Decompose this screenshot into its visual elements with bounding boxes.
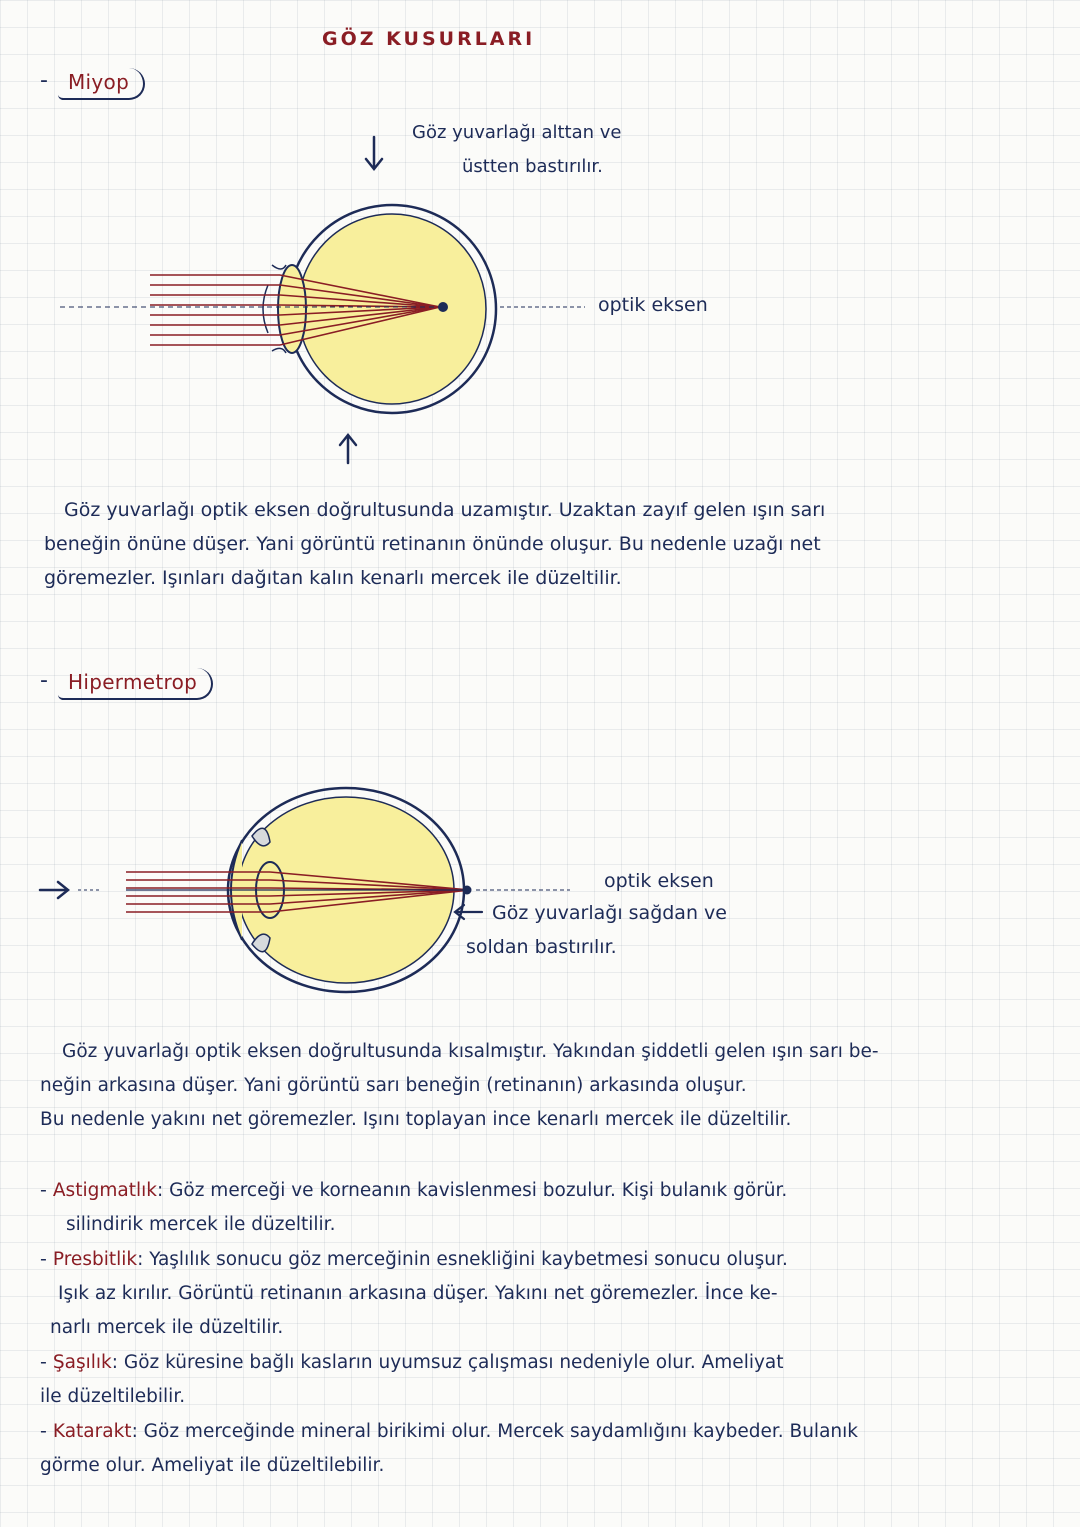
list-item: - Şaşılık: Göz küresine bağlı kasların uyumsuz çalışması nedeniyle olur. Ameliyat ile düzeltilebilir. (40, 1345, 1075, 1414)
miyop-line-3: göremezler. Işınları dağıtan kalın kenarlı mercek ile düzeltilir. (44, 567, 622, 589)
miyop-line-1: Göz yuvarlağı optik eksen doğrultusunda uzamıştır. Uzaktan zayıf gelen ışın sarı (64, 499, 826, 521)
list-text: narlı mercek ile düzeltilir. (50, 1317, 284, 1338)
term-sasilik: Şaşılık (52, 1352, 112, 1373)
miyop-description (44, 493, 1074, 595)
list-text: ile düzeltilebilir. (40, 1386, 186, 1407)
miyop-line-2: beneğin önüne düşer. Yani görüntü retinanın önünde oluşur. Bu nedenle uzağı net (44, 533, 821, 555)
right-arrow-icon (40, 882, 68, 898)
list-text: silindirik mercek ile düzeltilir. (66, 1214, 336, 1235)
hipermetrop-line-2: neğin arkasına düşer. Yani görüntü sarı beneğin (retinanın) arkasında oluşur. (40, 1075, 747, 1096)
miyop-annotation-1: Göz yuvarlağı alttan ve (412, 122, 622, 143)
page-title: GÖZ KUSURLARI (322, 28, 536, 50)
list-item: - Presbitlik: Yaşlılık sonucu göz merceğinin esnekliğini kaybetmesi sonucu oluşur. Işık az kırılır. Görüntü retinanın arkasına düşer. Yakını net göremezler. İnce ke- narlı mercek ile düzeltilir. (40, 1242, 1075, 1345)
list-text: : Göz küresine bağlı kasların uyumsuz çalışması nedeniyle olur. Ameliyat (111, 1352, 784, 1373)
section-tag-miyop: Miyop (58, 68, 145, 100)
hipermetrop-axis-label: optik eksen (604, 870, 714, 892)
miyop-axis-label: optik eksen (598, 294, 708, 316)
list-text: Işık az kırılır. Görüntü retinanın arkasına düşer. Yakını net göremezler. İnce ke- (58, 1283, 778, 1304)
term-astigmatlik: Astigmatlık (52, 1180, 157, 1201)
hyperopia-eye-diagram (30, 780, 590, 1010)
myopia-eyeball (263, 205, 496, 413)
left-arrow-icon (452, 902, 486, 922)
term-presbitlik: Presbitlik (52, 1249, 138, 1270)
hipermetrop-annotation-1: Göz yuvarlağı sağdan ve (492, 902, 727, 924)
up-arrow-icon (340, 435, 356, 463)
list-text: : Yaşlılık sonucu göz merceğinin esnekliğini kaybetmesi sonucu oluşur. (137, 1249, 788, 1270)
hyperopia-focus-point (463, 886, 472, 895)
term-katarakt: Katarakt (52, 1421, 132, 1442)
bullet-dash: - (40, 668, 48, 693)
list-text: görme olur. Ameliyat ile düzeltilebilir. (40, 1455, 385, 1476)
defect-list (40, 1173, 1075, 1483)
down-arrow-icon (366, 137, 382, 169)
bullet-dash: - (40, 68, 48, 93)
miyop-annotation-2: üstten bastırılır. (462, 156, 603, 177)
hipermetrop-annotation-2: soldan bastırılır. (466, 936, 617, 958)
list-item: - Katarakt: Göz merceğinde mineral birikimi olur. Mercek saydamlığını kaybeder. Bulanık görme olur. Ameliyat ile düzeltilebilir. (40, 1414, 1075, 1483)
list-item: - Astigmatlık: Göz merceği ve korneanın kavislenmesi bozulur. Kişi bulanık görür. silindirik mercek ile düzeltilir. (40, 1173, 1075, 1242)
list-text: : Göz merceği ve korneanın kavislenmesi bozulur. Kişi bulanık görür. (156, 1180, 788, 1201)
hipermetrop-description (40, 1035, 1075, 1137)
hipermetrop-line-3: Bu nedenle yakını net göremezler. Işını toplayan ince kenarlı mercek ile düzeltilir. (40, 1109, 792, 1130)
section-tag-hipermetrop: Hipermetrop (58, 668, 213, 700)
myopia-focus-point (438, 302, 448, 312)
hipermetrop-line-1: Göz yuvarlağı optik eksen doğrultusunda kısalmıştır. Yakından şiddetli gelen ışın sarı be- (62, 1041, 879, 1062)
list-text: : Göz merceğinde mineral birikimi olur. Mercek saydamlığını kaybeder. Bulanık (131, 1421, 858, 1442)
